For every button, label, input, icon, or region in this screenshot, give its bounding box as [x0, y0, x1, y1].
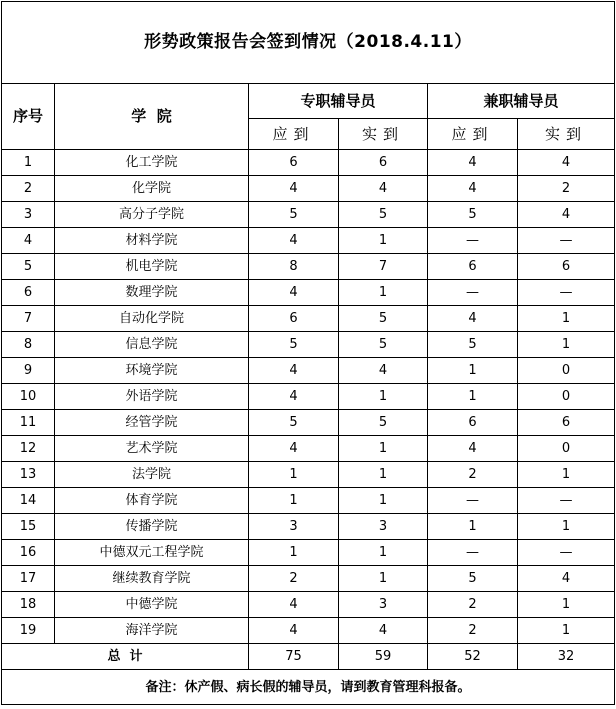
parttime-actual: 4: [518, 566, 615, 592]
fulltime-expected: 4: [249, 436, 339, 462]
fulltime-expected: 4: [249, 618, 339, 644]
fulltime-expected: 5: [249, 202, 339, 228]
table-row: [2, 150, 615, 176]
parttime-expected: 5: [428, 332, 518, 358]
parttime-actual: 6: [518, 410, 615, 436]
fulltime-actual: 1: [339, 540, 428, 566]
parttime-actual: —: [518, 488, 615, 514]
row-number: 12: [2, 436, 55, 462]
table-row: [2, 384, 615, 410]
header-seq: 序号: [2, 84, 55, 150]
table-row: [2, 436, 615, 462]
fulltime-expected: 5: [249, 410, 339, 436]
fulltime-expected: 6: [249, 150, 339, 176]
row-number: 11: [2, 410, 55, 436]
table-row: [2, 462, 615, 488]
college-name: 材料学院: [55, 228, 249, 254]
parttime-expected: 5: [428, 566, 518, 592]
table-row: [2, 176, 615, 202]
row-number: 4: [2, 228, 55, 254]
parttime-actual: 2: [518, 176, 615, 202]
table-row: [2, 332, 615, 358]
table-row: [2, 618, 615, 644]
parttime-actual: 1: [518, 618, 615, 644]
fulltime-expected: 2: [249, 566, 339, 592]
header-fulltime-actual: 实到: [339, 119, 428, 150]
table-row: [2, 254, 615, 280]
fulltime-expected: 4: [249, 592, 339, 618]
row-number: 6: [2, 280, 55, 306]
row-number: 16: [2, 540, 55, 566]
table-row: [2, 228, 615, 254]
college-name: 信息学院: [55, 332, 249, 358]
row-number: 19: [2, 618, 55, 644]
row-number: 18: [2, 592, 55, 618]
parttime-expected: —: [428, 540, 518, 566]
total-row: [2, 644, 615, 670]
parttime-actual: 4: [518, 150, 615, 176]
row-number: 17: [2, 566, 55, 592]
parttime-actual: —: [518, 228, 615, 254]
total-fulltime-actual: 59: [339, 644, 428, 670]
college-name: 经管学院: [55, 410, 249, 436]
header-parttime-actual: 实到: [518, 119, 615, 150]
fulltime-expected: 4: [249, 176, 339, 202]
fulltime-actual: 3: [339, 592, 428, 618]
row-number: 1: [2, 150, 55, 176]
row-number: 13: [2, 462, 55, 488]
fulltime-expected: 4: [249, 358, 339, 384]
parttime-expected: 6: [428, 254, 518, 280]
parttime-actual: 0: [518, 384, 615, 410]
parttime-expected: 1: [428, 384, 518, 410]
parttime-actual: —: [518, 540, 615, 566]
fulltime-actual: 1: [339, 436, 428, 462]
college-name: 环境学院: [55, 358, 249, 384]
parttime-expected: 5: [428, 202, 518, 228]
row-number: 14: [2, 488, 55, 514]
table-row: [2, 280, 615, 306]
fulltime-actual: 1: [339, 488, 428, 514]
fulltime-expected: 4: [249, 384, 339, 410]
fulltime-expected: 8: [249, 254, 339, 280]
parttime-actual: 0: [518, 436, 615, 462]
footnote: 备注：休产假、病长假的辅导员，请到教育管理科报备。: [2, 670, 615, 705]
college-name: 继续教育学院: [55, 566, 249, 592]
parttime-actual: 1: [518, 592, 615, 618]
fulltime-actual: 5: [339, 202, 428, 228]
parttime-expected: —: [428, 488, 518, 514]
table-row: [2, 488, 615, 514]
table-row: [2, 410, 615, 436]
row-number: 9: [2, 358, 55, 384]
table-row: [2, 358, 615, 384]
row-number: 3: [2, 202, 55, 228]
header-row-1: [2, 84, 615, 119]
header-parttime: 兼职辅导员: [428, 84, 615, 119]
parttime-actual: —: [518, 280, 615, 306]
parttime-expected: 4: [428, 150, 518, 176]
college-name: 化工学院: [55, 150, 249, 176]
fulltime-actual: 5: [339, 332, 428, 358]
table-row: [2, 540, 615, 566]
fulltime-actual: 4: [339, 176, 428, 202]
parttime-actual: 0: [518, 358, 615, 384]
row-number: 7: [2, 306, 55, 332]
total-parttime-expected: 52: [428, 644, 518, 670]
fulltime-actual: 3: [339, 514, 428, 540]
fulltime-actual: 1: [339, 280, 428, 306]
college-name: 外语学院: [55, 384, 249, 410]
table-row: [2, 592, 615, 618]
table-row: [2, 514, 615, 540]
fulltime-actual: 5: [339, 410, 428, 436]
header-fulltime-expected: 应到: [249, 119, 339, 150]
fulltime-expected: 3: [249, 514, 339, 540]
fulltime-expected: 4: [249, 228, 339, 254]
fulltime-actual: 4: [339, 618, 428, 644]
parttime-actual: 1: [518, 306, 615, 332]
header-parttime-expected: 应到: [428, 119, 518, 150]
college-name: 中德双元工程学院: [55, 540, 249, 566]
college-name: 传播学院: [55, 514, 249, 540]
fulltime-actual: 5: [339, 306, 428, 332]
note-row: [2, 670, 615, 705]
table-row: [2, 566, 615, 592]
fulltime-actual: 6: [339, 150, 428, 176]
row-number: 2: [2, 176, 55, 202]
parttime-actual: 4: [518, 202, 615, 228]
parttime-actual: 1: [518, 332, 615, 358]
college-name: 海洋学院: [55, 618, 249, 644]
title-row: [2, 2, 615, 84]
parttime-expected: 1: [428, 358, 518, 384]
parttime-expected: 4: [428, 306, 518, 332]
parttime-expected: 6: [428, 410, 518, 436]
parttime-expected: —: [428, 280, 518, 306]
college-name: 自动化学院: [55, 306, 249, 332]
parttime-expected: 4: [428, 436, 518, 462]
parttime-expected: 4: [428, 176, 518, 202]
fulltime-expected: 4: [249, 280, 339, 306]
college-name: 艺术学院: [55, 436, 249, 462]
parttime-expected: 2: [428, 462, 518, 488]
college-name: 数理学院: [55, 280, 249, 306]
row-number: 10: [2, 384, 55, 410]
parttime-actual: 6: [518, 254, 615, 280]
total-fulltime-expected: 75: [249, 644, 339, 670]
parttime-expected: 2: [428, 592, 518, 618]
fulltime-expected: 1: [249, 462, 339, 488]
parttime-actual: 1: [518, 462, 615, 488]
college-name: 体育学院: [55, 488, 249, 514]
fulltime-expected: 5: [249, 332, 339, 358]
college-name: 高分子学院: [55, 202, 249, 228]
fulltime-expected: 1: [249, 488, 339, 514]
table-row: [2, 202, 615, 228]
parttime-actual: 1: [518, 514, 615, 540]
college-name: 中德学院: [55, 592, 249, 618]
fulltime-actual: 1: [339, 228, 428, 254]
parttime-expected: —: [428, 228, 518, 254]
table-row: [2, 306, 615, 332]
college-name: 法学院: [55, 462, 249, 488]
row-number: 8: [2, 332, 55, 358]
college-name: 化学院: [55, 176, 249, 202]
row-number: 5: [2, 254, 55, 280]
total-parttime-actual: 32: [518, 644, 615, 670]
attendance-table: [1, 1, 615, 705]
fulltime-actual: 1: [339, 462, 428, 488]
college-name: 机电学院: [55, 254, 249, 280]
fulltime-actual: 7: [339, 254, 428, 280]
total-label: 总 计: [2, 644, 249, 670]
parttime-expected: 1: [428, 514, 518, 540]
table-title: 形势政策报告会签到情况（2018.4.11）: [2, 2, 615, 84]
fulltime-actual: 1: [339, 384, 428, 410]
fulltime-actual: 4: [339, 358, 428, 384]
fulltime-expected: 6: [249, 306, 339, 332]
row-number: 15: [2, 514, 55, 540]
header-college: 学 院: [55, 84, 249, 150]
fulltime-actual: 1: [339, 566, 428, 592]
parttime-expected: 2: [428, 618, 518, 644]
header-fulltime: 专职辅导员: [249, 84, 428, 119]
fulltime-expected: 1: [249, 540, 339, 566]
